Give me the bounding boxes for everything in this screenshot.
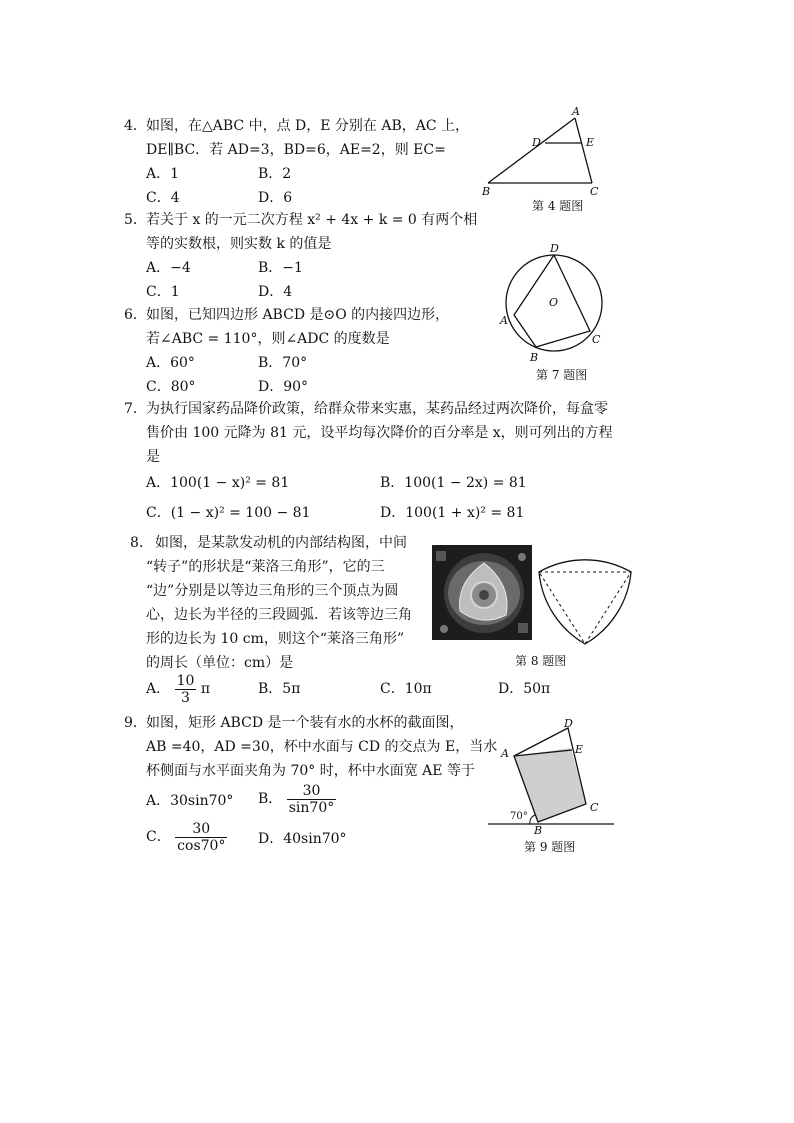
q8-caption: 第 8 题图 (515, 654, 567, 668)
q8-option-a-suffix: π (200, 681, 211, 697)
q9-label-d: D (564, 717, 573, 730)
q9-label-c: C (590, 801, 599, 814)
q4-stem-line1: 如图，在△ABC 中，点 D，E 分别在 AB，AC 上， (146, 118, 470, 134)
q4-option-c: C．4 (146, 190, 180, 206)
q8-option-a-prefix: A． (146, 681, 171, 697)
q6-option-b: B．70° (258, 355, 308, 371)
q6-circle-figure (496, 242, 606, 365)
q6-option-a: A．60° (146, 355, 195, 371)
q6-number: 6． (124, 307, 147, 323)
q8-option-a-fraction (175, 673, 197, 706)
q5-option-d: D．4 (258, 284, 293, 300)
q9-number: 9． (124, 715, 147, 731)
q8-stem-line5: 形的边长为 10 cm，则这个“莱洛三角形” (146, 631, 405, 647)
q5-option-a: A．−4 (146, 260, 191, 276)
q4-number: 4． (124, 118, 147, 134)
q4-option-b: B．2 (258, 166, 292, 182)
q7-option-c: C．(1 − x)² = 100 − 81 (146, 505, 311, 521)
q4-triangle-figure (480, 105, 610, 198)
q9-stem-line2: AB =40，AD =30，杯中水面与 CD 的交点为 E，当水 (146, 739, 498, 755)
q9-option-c-fraction (175, 821, 227, 854)
q7-option-a: A．100(1 − x)² = 81 (146, 475, 290, 491)
q8-engine-photo (432, 545, 532, 640)
q4-label-b: B (482, 185, 491, 198)
q4-option-d: D．6 (258, 190, 293, 206)
q9-option-c-denominator: cos70° (177, 837, 226, 854)
q8-option-c: C．10π (380, 681, 432, 697)
q8-stem-line4: 心，边长为半径的三段圆弧．若该等边三角 (146, 607, 412, 623)
q6-label-d: D (550, 242, 559, 255)
q5-option-b: B．−1 (258, 260, 303, 276)
q4-label-c: C (590, 185, 599, 198)
q9-option-b-prefix: B． (258, 791, 283, 807)
q5-stem-line1: 若关于 x 的一元二次方程 x² + 4x + k = 0 有两个相 (146, 212, 478, 228)
q4-label-a: A (572, 105, 580, 118)
q9-option-a: A．30sin70° (146, 793, 234, 809)
q5-number: 5． (124, 212, 147, 228)
q9-option-b-fraction (287, 783, 337, 816)
q5-option-c: C．1 (146, 284, 180, 300)
q7-option-d: D．100(1 + x)² = 81 (380, 505, 525, 521)
q8-reuleaux-triangle-figure (535, 560, 635, 650)
q8-stem-line1: 如图，是某款发动机的内部结构图，中间 (155, 535, 407, 551)
q6-label-a: A (500, 314, 508, 327)
q9-label-e: E (575, 743, 584, 756)
q7-stem-line3: 是 (146, 449, 160, 465)
q9-option-b-numerator: 30 (287, 783, 337, 800)
q4-label-d: D (532, 136, 541, 149)
q9-option-c-numerator: 30 (175, 821, 227, 838)
q7-number: 7． (124, 401, 147, 417)
q6-label-c: C (592, 333, 601, 346)
q8-option-a-denominator: 3 (181, 689, 190, 706)
q9-tilted-cup-figure (486, 718, 616, 838)
q7-option-b: B．100(1 − 2x) = 81 (380, 475, 527, 491)
q9-stem-line3: 杯侧面与水平面夹角为 70° 时，杯中水面宽 AE 等于 (146, 763, 475, 779)
q9-option-c-prefix: C． (146, 829, 171, 845)
q8-option-a-numerator: 10 (176, 672, 195, 689)
q8-option-b: B．5π (258, 681, 301, 697)
q9-option-c (146, 820, 227, 854)
q9-option-b-denominator: sin70° (288, 799, 335, 816)
q9-option-b (258, 782, 336, 816)
q8-stem-line6: 的周长（单位：cm）是 (146, 655, 294, 671)
q8-option-d: D．50π (498, 681, 551, 697)
q9-caption: 第 9 题图 (524, 840, 576, 854)
q7-stem-line1: 为执行国家药品降价政策，给群众带来实惠，某药品经过两次降价，每盒零 (146, 401, 608, 417)
q9-stem-line1: 如图，矩形 ABCD 是一个装有水的水杯的截面图， (146, 715, 464, 731)
q6-label-o: O (549, 296, 559, 309)
q8-stem-line2: “转子”的形状是“莱洛三角形”，它的三 (146, 559, 385, 575)
q9-label-a: A (501, 747, 509, 760)
q8-option-a (146, 672, 210, 706)
q8-stem-line3: “边”分别是以等边三角形的三个顶点为圆 (146, 583, 399, 599)
q4-label-e: E (586, 136, 595, 149)
q9-label-b: B (534, 824, 543, 837)
q4-stem-line2: DE∥BC．若 AD=3，BD=6，AE=2，则 EC= (146, 142, 446, 158)
q6-caption: 第 7 题图 (536, 368, 588, 382)
q9-option-d: D．40sin70° (258, 831, 347, 847)
q4-option-a: A．1 (146, 166, 180, 182)
q6-option-c: C．80° (146, 379, 196, 395)
q9-angle-label: 70° (510, 811, 528, 822)
q6-stem-line1: 如图，已知四边形 ABCD 是⊙O 的内接四边形， (146, 307, 450, 323)
q8-number: 8． (130, 535, 153, 551)
q6-stem-line2: 若∠ABC = 110°，则∠ADC 的度数是 (146, 331, 390, 347)
q6-option-d: D．90° (258, 379, 309, 395)
q7-stem-line2: 售价由 100 元降为 81 元，设平均每次降价的百分率是 x，则可列出的方程 (146, 425, 613, 441)
q6-label-b: B (530, 351, 539, 364)
q5-stem-line2: 等的实数根，则实数 k 的值是 (146, 236, 332, 252)
q4-caption: 第 4 题图 (532, 199, 584, 213)
